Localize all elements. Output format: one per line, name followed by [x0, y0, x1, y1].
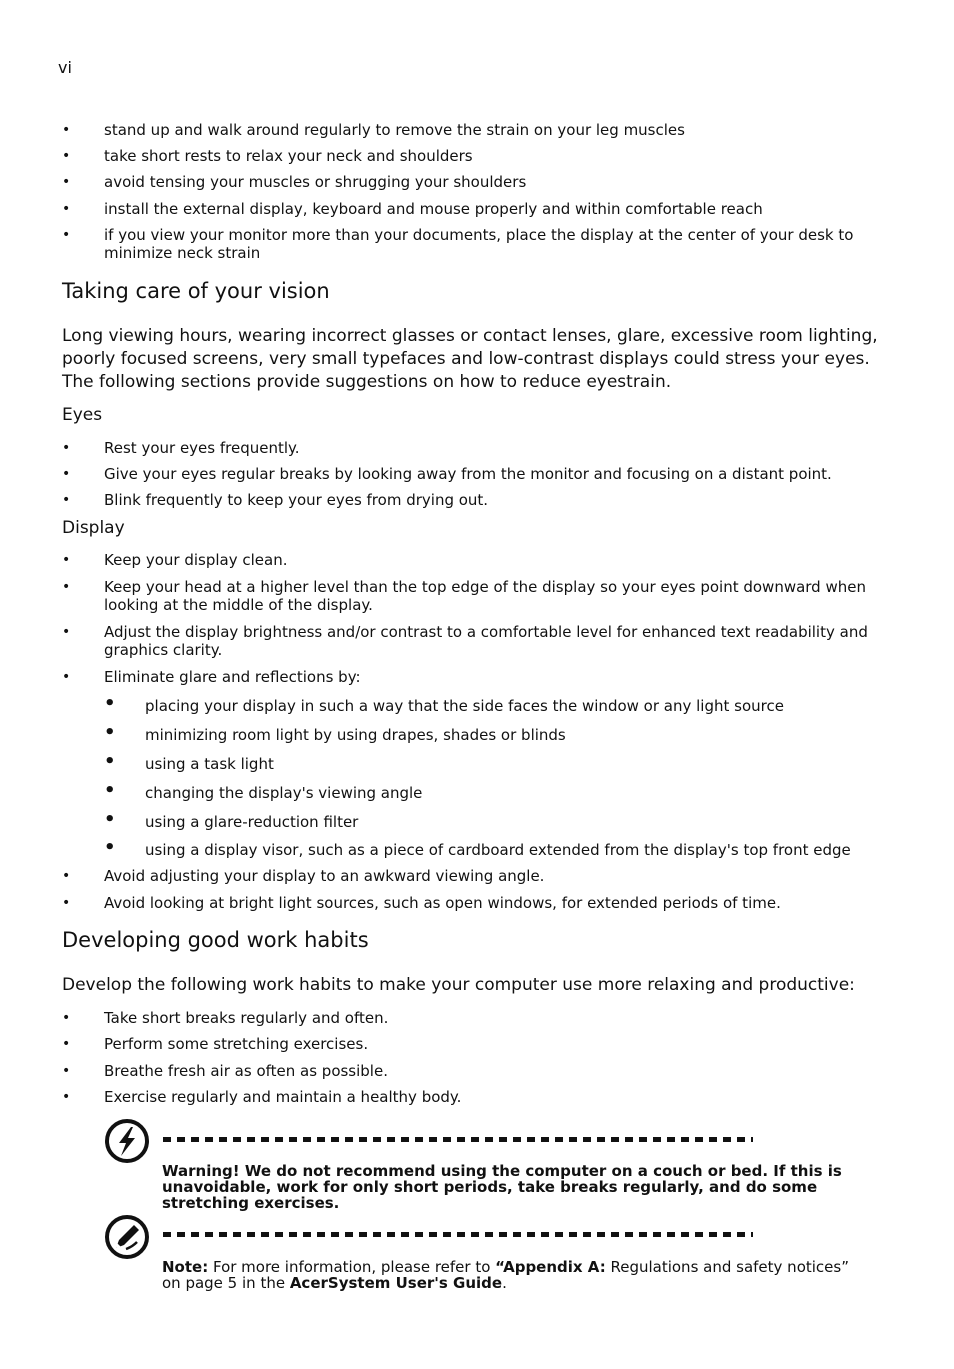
- warning-text: Warning! We do not recommend using the computer on a couch or bed. If this is unavoidable, work for only short periods, take breaks regularly, and do some stretching exercises.: [162, 1162, 842, 1212]
- eyes-subheading: Eyes: [62, 405, 103, 425]
- guide-title: AcerSystem User's Guide: [289, 1274, 503, 1292]
- callout-divider: [163, 1137, 753, 1142]
- section-heading-habits: Developing good work habits: [62, 928, 369, 952]
- lightning-bolt-icon: [104, 1118, 150, 1164]
- callout-divider: [163, 1232, 753, 1237]
- display-subheading: Display: [62, 518, 125, 538]
- note-text: Note: For more information, please refer to “Appendix A: Regulations and safety notices” on page 5 in the AcerSystem User's Guide.: [162, 1258, 849, 1292]
- page-number: vi: [58, 58, 72, 77]
- vision-intro: Long viewing hours, wearing incorrect glasses or contact lenses, glare, excessive room lighting, poorly focused screens, very small typefaces and low-contrast displays could stress your eyes. The following sections provide suggestions on how to reduce eyestrain.: [62, 326, 878, 392]
- habits-intro: Develop the following work habits to make your computer use more relaxing and productive:: [62, 975, 855, 995]
- section-heading-vision: Taking care of your vision: [62, 279, 330, 303]
- pen-note-icon: [104, 1214, 150, 1260]
